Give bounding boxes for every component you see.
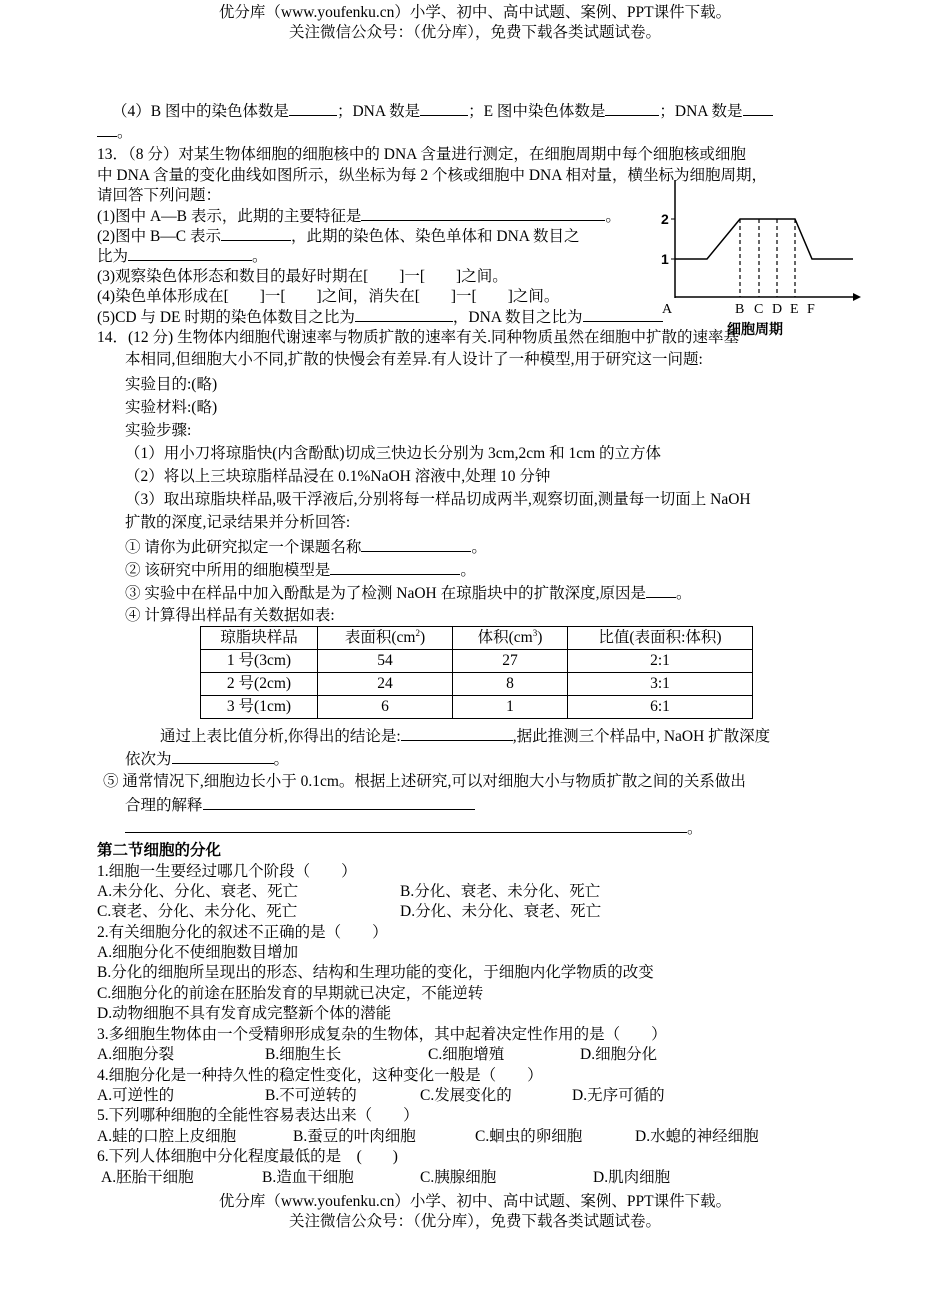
header-text: ) (419, 629, 426, 646)
table-header-cell: 比值(表面积:体积) (568, 627, 753, 650)
s2-q4-option-d: D.无序可循的 (572, 1087, 665, 1104)
table-header-row (201, 627, 753, 650)
q13-s5-text-b: ，DNA 数目之比为 (452, 309, 583, 326)
q13-s2 (97, 226, 580, 247)
table-row (201, 696, 753, 719)
s2-q2-option-c: C.细胞分化的前途在胚胎发育的早期就已决定，不能逆转 (97, 985, 484, 1002)
table-cell: 2 号(2cm) (201, 673, 318, 696)
y-tick-label: 2 (661, 211, 669, 227)
q14-concl-text-a: 通过上表比值分析,你得出的结论是: (160, 728, 401, 745)
q14-qa5-cont (125, 795, 475, 816)
q14-qa1-text: ① 请你为此研究拟定一个课题名称 (125, 539, 362, 556)
answer-blank[interactable] (420, 101, 468, 116)
answer-blank[interactable] (203, 795, 475, 810)
header-sup: 3 (532, 627, 538, 638)
x-tick-label: F (807, 302, 815, 317)
section-title-text: 第二节细胞的分化 (97, 842, 222, 859)
q13-s2-cont (97, 246, 268, 267)
table-cell: 1 号(3cm) (201, 650, 318, 673)
s2-q3-option-d: D.细胞分化 (580, 1046, 658, 1063)
s2-q6: 6.下列人体细胞中分化程度最低的是 ( ) (97, 1148, 398, 1165)
x-axis-arrow-icon (853, 293, 861, 301)
q13-s2-end: 。 (252, 248, 268, 265)
s2-q3-option-b: B.细胞生长 (265, 1046, 342, 1063)
answer-blank[interactable] (583, 307, 663, 322)
q14-qa3-text: ③ 实验中在样品中加入酚酞是为了检测 NaOH 在琼脂块中的扩散深度,原因是 (125, 585, 646, 602)
q12-part4-text-d: ；DNA 数是 (659, 103, 743, 120)
q14-steps-title: 实验步骤: (125, 422, 192, 439)
s2-q5-option-b: B.蚕豆的叶肉细胞 (293, 1128, 416, 1145)
q14-qa2 (125, 560, 476, 581)
s2-q6-option-b: B.造血干细胞 (262, 1169, 354, 1186)
table-cell: 2:1 (568, 650, 753, 673)
s2-q1-option-a: A.未分化、分化、衰老、死亡 (97, 883, 299, 900)
table-cell: 54 (318, 650, 453, 673)
q13-s1-text: (1)图中 A—B 表示，此期的主要特征是 (97, 208, 362, 225)
answer-blank[interactable] (646, 583, 676, 598)
q14-qa5-text: 合理的解释 (125, 797, 203, 814)
q14-concl-end: 。 (273, 751, 290, 768)
answer-blank[interactable] (172, 749, 274, 764)
s2-q3: 3.多细胞生物体由一个受精卵形成复杂的生物体，其中起着决定性作用的是（ ） (97, 1026, 667, 1043)
q13-s2-text-a: (2)图中 B—C 表示 (97, 228, 222, 245)
s2-q2: 2.有关细胞分化的叙述不正确的是（ ） (97, 924, 388, 941)
table-cell: 6:1 (568, 696, 753, 719)
s2-q1-option-b: B.分化、衰老、未分化、死亡 (400, 883, 601, 900)
answer-blank[interactable] (361, 537, 471, 552)
q12-part4-text-b: ；DNA 数是 (336, 103, 421, 120)
table-row (201, 650, 753, 673)
s2-q5: 5.下列哪种细胞的全能性容易表达出来（ ） (97, 1107, 419, 1124)
table-header-cell (318, 627, 453, 650)
x-tick-label: E (790, 302, 799, 317)
q14-qa1 (125, 537, 487, 558)
table-cell: 27 (453, 650, 568, 673)
section-title (97, 841, 221, 861)
q14-intro-2: 本相同,但细胞大小不同,扩散的快慢会有差异.有人设计了一种模型,用于研究这一问题: (125, 351, 703, 368)
q13-s1 (97, 206, 621, 227)
header-text: ) (537, 629, 543, 646)
header-line-1: 优分库（www.youfenku.cn）小学、初中、高中试题、案例、PPT课件下载。 (218, 4, 732, 21)
answer-blank[interactable] (330, 560, 460, 575)
x-axis-label: 细胞周期 (727, 321, 783, 337)
s2-q5-option-d: D.水螅的神经细胞 (635, 1128, 759, 1145)
table-cell: 6 (318, 696, 453, 719)
s2-q3-option-c: C.细胞增殖 (428, 1046, 505, 1063)
x-tick-label: B (735, 302, 745, 317)
answer-blank[interactable] (128, 246, 252, 261)
q14-step-2: （2）将以上三块琼脂样品浸在 0.1%NaOH 溶液中,处理 10 分钟 (125, 468, 551, 485)
chart-axes (675, 180, 861, 301)
x-tick-label: C (754, 302, 764, 317)
answer-blank[interactable] (743, 101, 773, 116)
s2-q4: 4.细胞分化是一种持久性的稳定性变化，这种变化一般是（ ） (97, 1067, 543, 1084)
x-tick-label: A (662, 302, 673, 317)
q13-s3: (3)观察染色体形态和数目的最好时期在[ ]一[ ]之间。 (97, 268, 508, 285)
q13-s5-text-a: (5)CD 与 DE 时期的染色体数目之比为 (97, 309, 355, 326)
q14-qa5-end: 。 (687, 820, 703, 837)
s2-q3-option-a: A.细胞分裂 (97, 1046, 175, 1063)
q14-material: 实验材料:(略) (125, 399, 218, 416)
table-header-cell: 琼脂块样品 (201, 627, 318, 650)
header-text: 表面积(cm (344, 629, 416, 646)
q14-qa3-end: 。 (675, 585, 692, 602)
table-row (201, 673, 753, 696)
s2-q5-option-c: C.蛔虫的卵细胞 (475, 1128, 583, 1145)
q13-intro-1: 13．（8 分）对某生物体细胞的细胞核中的 DNA 含量进行测定，在细胞周期中每个细胞核或细胞 (97, 146, 746, 163)
answer-blank[interactable] (289, 101, 337, 116)
q14-step-1: （1）用小刀将琼脂快(内含酚酞)切成三快边长分别为 3cm,2cm 和 1cm 的立方体 (125, 445, 662, 462)
q14-conclusion-2 (125, 749, 289, 770)
q14-step-3a: （3）取出琼脂块样品,吸干浮液后,分别将每一样品切成两半,观察切面,测量每一切面上 NaOH (125, 491, 751, 508)
header-text: 体积(cm (477, 629, 533, 646)
s2-q6-option-d: D.肌肉细胞 (593, 1169, 671, 1186)
s2-q5-option-a: A.蛙的口腔上皮细胞 (97, 1128, 237, 1145)
answer-blank[interactable] (605, 101, 659, 116)
q13-s2-text-c: 比为 (97, 248, 129, 265)
q13-s2-text-b: ，此期的染色体、染色单体和 DNA 数目之 (291, 228, 580, 245)
x-tick-label: D (772, 302, 783, 317)
answer-blank[interactable] (125, 818, 687, 833)
q14-step-3b: 扩散的深度,记录结果并分析回答: (125, 514, 351, 531)
q13-intro-3: 请回答下列问题： (97, 187, 222, 204)
agar-data-table (200, 626, 753, 719)
footer-line-2: 关注微信公众号：（优分库），免费下载各类试题试卷。 (288, 1213, 661, 1230)
q14-qa2-end: 。 (460, 562, 476, 579)
s2-q2-option-d: D.动物细胞不具有发育成完整新个体的潜能 (97, 1005, 392, 1022)
table-cell: 3 号(1cm) (201, 696, 318, 719)
q13-s5 (97, 307, 663, 328)
footer-line-1: 优分库（www.youfenku.cn）小学、初中、高中试题、案例、PPT课件下载。 (218, 1193, 732, 1210)
table-cell: 24 (318, 673, 453, 696)
q13-s1-end: 。 (605, 208, 621, 225)
q13-intro-2: 中 DNA 含量的变化曲线如图所示，纵坐标为每 2 个核或细胞中 DNA 相对量，横坐标为细胞周期， (97, 167, 767, 184)
q14-qa5-line (125, 818, 703, 839)
answer-blank[interactable] (97, 122, 117, 137)
s2-q1-option-c: C.衰老、分化、未分化、死亡 (97, 903, 298, 920)
q14-concl-text-c: 依次为 (125, 751, 172, 768)
q14-purpose: 实验目的:(略) (125, 376, 218, 393)
dna-content-chart (655, 180, 865, 340)
y-tick-label: 1 (661, 251, 669, 267)
answer-blank[interactable] (355, 307, 453, 322)
q12-part4-text-a: （4）B 图中的染色体数是 (112, 103, 289, 120)
q12-part4-text-c: ；E 图中染色体数是 (468, 103, 606, 120)
q14-qa2-text: ② 该研究中所用的细胞模型是 (125, 562, 331, 579)
s2-q2-option-a: A.细胞分化不使细胞数目增加 (97, 944, 299, 961)
table-cell: 1 (453, 696, 568, 719)
answer-blank[interactable] (221, 226, 291, 241)
s2-q4-option-c: C.发展变化的 (420, 1087, 512, 1104)
q12-part4-end: 。 (117, 124, 133, 141)
q14-qa3 (125, 583, 691, 604)
answer-blank[interactable] (361, 206, 605, 221)
s2-q1-option-d: D.分化、未分化、衰老、死亡 (400, 903, 602, 920)
q12-part4 (112, 101, 773, 122)
s2-q4-option-b: B.不可逆转的 (265, 1087, 357, 1104)
q14-qa4: ④ 计算得出样品有关数据如表: (125, 607, 335, 624)
table-cell: 3:1 (568, 673, 753, 696)
answer-blank[interactable] (401, 726, 513, 741)
q13-s4: (4)染色单体形成在[ ]一[ ]之间，消失在[ ]一[ ]之间。 (97, 288, 560, 305)
q14-conclusion-1 (160, 726, 770, 747)
q14-qa5: ⑤ 通常情况下,细胞边长小于 0.1cm。根据上述研究,可以对细胞大小与物质扩散之间的关系做出 (103, 773, 746, 790)
s2-q6-option-a: A.胚胎干细胞 (101, 1169, 194, 1186)
q14-qa1-end: 。 (471, 539, 487, 556)
table-cell: 8 (453, 673, 568, 696)
q12-part4-cont (97, 122, 133, 143)
header-sup: 2 (415, 627, 420, 638)
s2-q2-option-b: B.分化的细胞所呈现出的形态、结构和生理功能的变化，于细胞内化学物质的改变 (97, 964, 654, 981)
dna-series-line (675, 219, 853, 259)
s2-q4-option-a: A.可逆性的 (97, 1087, 175, 1104)
s2-q1: 1.细胞一生要经过哪几个阶段（ ） (97, 863, 357, 880)
table-header-cell (453, 627, 568, 650)
q14-intro-1: 14．(12 分) 生物体内细胞代谢速率与物质扩散的速率有关.同种物质虽然在细胞中扩散的速率基 (97, 329, 739, 346)
q14-concl-text-b: ,据此推测三个样品中, NaOH 扩散深度 (512, 728, 771, 745)
header-line-2: 关注微信公众号：（优分库），免费下载各类试题试卷。 (288, 24, 661, 41)
s2-q6-option-c: C.胰腺细胞 (420, 1169, 497, 1186)
